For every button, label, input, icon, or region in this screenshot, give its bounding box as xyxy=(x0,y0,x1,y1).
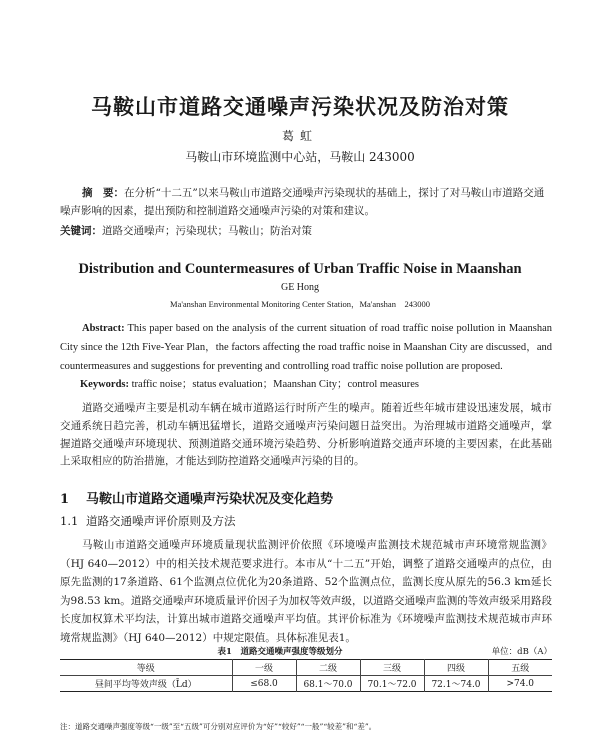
table-note: 注：道路交通噪声强度等级“一级”至“五级”可分别对应评价为“好”“较好”“一般”“较差”和“差”。 xyxy=(60,722,377,731)
table-cell: 68.1～70.0 xyxy=(296,676,360,692)
table-header-cell: 四级 xyxy=(424,660,488,676)
table-row xyxy=(60,676,552,692)
table-caption-row xyxy=(60,645,552,659)
noise-grade-table xyxy=(60,659,552,692)
subsection-title: 道路交通噪声评价原则及方法 xyxy=(86,514,236,528)
keywords-en-text: traffic noise；status evaluation；Maanshan City；control measures xyxy=(131,379,419,390)
affiliation-en: Ma'anshan Environmental Monitoring Center Station，Ma'anshan 243000 xyxy=(170,299,430,309)
author-name-cn: 葛虹 xyxy=(281,129,318,143)
table-header-cell: 二级 xyxy=(296,660,360,676)
paper-title-cn: 马鞍山市道路交通噪声污染状况及防治对策 xyxy=(91,94,509,119)
section-title: 马鞍山市道路交通噪声污染状况及变化趋势 xyxy=(86,492,334,507)
table-header-cell: 一级 xyxy=(232,660,296,676)
table-cell: ≤68.0 xyxy=(232,676,296,692)
section-heading-1 xyxy=(60,488,333,507)
table-header-cell: 等级 xyxy=(60,660,232,676)
abstract-cn xyxy=(60,184,550,220)
abstract-en-label: Abstract: xyxy=(82,323,125,334)
abstract-cn-label: 摘 要： xyxy=(82,187,124,199)
affiliation-cn: 马鞍山市环境监测中心站，马鞍山 243000 xyxy=(185,150,415,164)
table-cell: 昼间平均等效声级（L̄d） xyxy=(94,680,197,690)
table-header-cell: 三级 xyxy=(360,660,424,676)
section-number: 1 xyxy=(60,492,70,507)
table-header-row xyxy=(60,660,552,676)
table-cell: >74.0 xyxy=(488,676,552,692)
author-name-en: GE Hong xyxy=(280,282,320,293)
abstract-en-text: This paper based on the analysis of the current situation of road traffic noise pollution in Maanshan City since the 12th Five-Year Plan，the factors affecting the road traffic noise in Maanshan City are discussed，and countermeasures and suggestions for preventing and controlling road traffic noise pollution are proposed. xyxy=(60,323,553,372)
abstract-en xyxy=(60,319,552,376)
keywords-cn-label: 关键词： xyxy=(60,225,102,237)
table-cell: 72.1～74.0 xyxy=(424,676,488,692)
keywords-en-label: Keywords: xyxy=(80,379,129,390)
keywords-cn-text: 道路交通噪声；污染现状；马鞍山；防治对策 xyxy=(102,225,312,237)
subsection-number: 1.1 xyxy=(60,514,79,528)
abstract-cn-text: 在分析“十二五”以来马鞍山市道路交通噪声污染现状的基础上，探讨了对马鞍山市道路交通噪声影响的因素，提出预防和控制道路交通噪声污染的对策和建议。 xyxy=(60,187,545,217)
keywords-en xyxy=(80,376,550,394)
section-paragraph: 马鞍山市道路交通噪声环境质量现状监测评价依照《环境噪声监测技术规范城市声环境常规监测》（HJ 640—2012）中的相关技术规范要求进行。本市从“十二五”开始，调整了道路交通噪声的点位，由原先监测的17条道路、61个监测点位优化为20条道路、52个监测点位，监测长度从原先的56.3 km延长为98.53 km。道路交通噪声环境质量评价因子为加权等效声级，以道路交通噪声监测的等效声级采用路段长度加权算术平均法，计算出城市道路交通噪声平均值。其评价标准为《环境噪声监测技术规范城市声环境常规监测》（HJ 640—2012）中规定限值。具体标准见表1。 xyxy=(60,539,552,644)
table-caption: 表1 道路交通噪声强度等级划分 xyxy=(217,647,343,657)
subsection-heading-1-1 xyxy=(60,513,236,529)
table-cell: 70.1～72.0 xyxy=(360,676,424,692)
intro-paragraph: 道路交通噪声主要是机动车辆在城市道路运行时所产生的噪声。随着近些年城市建设迅速发展，城市交通系统日趋完善，机动车辆迅猛增长，道路交通噪声污染问题日益突出。为治理城市道路交通噪声，掌握道路交通噪声环境现状、预测道路交通环境污染趋势、分析影响道路交通声环境的主要因素，在此基础上采取相应的防治措施，才能达到防控道路交通噪声污染的目的。 xyxy=(60,402,552,468)
table-header-cell: 五级 xyxy=(488,660,552,676)
paper-title-en: Distribution and Countermeasures of Urban Traffic Noise in Maanshan xyxy=(78,261,522,277)
table-unit: 单位：dB（A） xyxy=(491,647,552,657)
keywords-cn xyxy=(60,222,550,240)
